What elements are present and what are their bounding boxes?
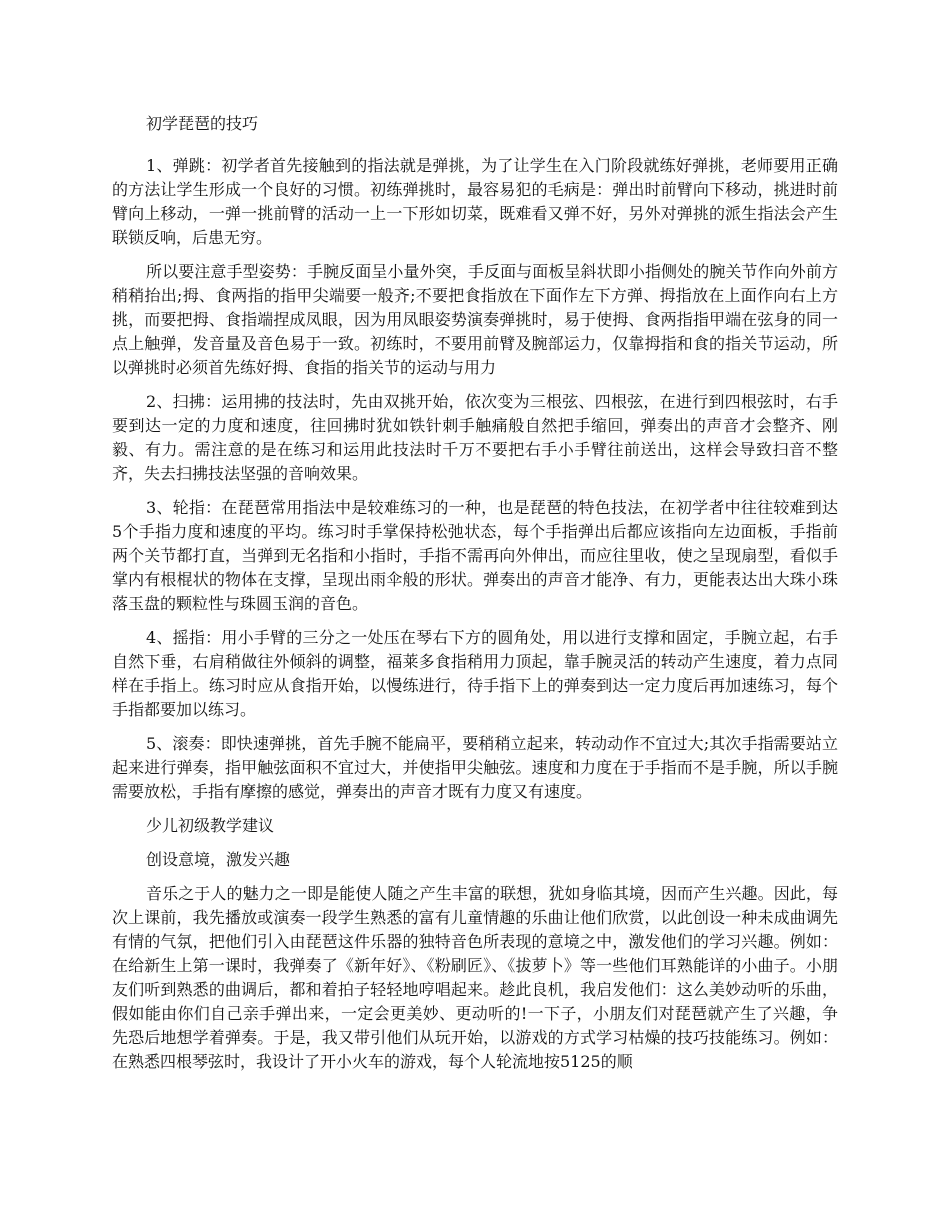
- paragraph-music-charm: 音乐之于人的魅力之一即是能使人随之产生丰富的联想，犹如身临其境，因而产生兴趣。因此，每次上课前，我先播放或演奏一段学生熟悉的富有儿童情趣的乐曲让他们欣赏，以此创设一种未成曲调先有情的气氛，把他们引入由琵琶这件乐器的独特音色所表现的意境之中，激发他们的学习兴趣。例如：在给新生上第一课时，我弹奏了《新年好》、《粉刷匠》、《拔萝卜》等一些他们耳熟能详的小曲子。小朋友们听到熟悉的曲调后，都和着拍子轻轻地哼唱起来。趁此良机，我启发他们：这么美妙动听的乐曲，假如能由你们自己亲手弹出来，一定会更美妙、更动听的!一下子，小朋友们对琵琶就产生了兴趣，争先恐后地想学着弹奏。于是，我又带引他们从玩开始，以游戏的方式学习枯燥的技巧技能练习。例如：在熟悉四根琴弦时，我设计了开小火车的游戏，每个人轮流地按5125的顺: [112, 884, 838, 1071]
- paragraph-sweeping: 2、扫拂：运用拂的技法时，先由双挑开始，依次变为三根弦、四根弦，在进行到四根弦时，右手要到达一定的力度和速度，往回拂时犹如铁针刺手触痛般自然把手缩回，弹奏出的声音才会整齐、刚毅、有力。需注意的是在练习和运用此技法时千万不要把右手小手臂往前送出，这样会导致扫音不整齐，失去扫拂技法坚强的音响效果。: [112, 392, 838, 483]
- section-heading-children-teaching: 少儿初级教学建议: [146, 816, 275, 835]
- paragraph-tremolo: 5、滚奏：即快速弹挑，首先手腕不能扁平，要稍稍立起来，转动动作不宜过大;其次手指需要站立起来进行弹奏，指甲触弦面积不宜过大，并使指甲尖触弦。速度和力度在于手指而不是手腕，所以手腕需要放松，手指有摩擦的感觉，弹奏出的声音才既有力度又有速度。: [112, 734, 838, 801]
- paragraph-plucking: 1、弹跳：初学者首先接触到的指法就是弹挑，为了让学生在入门阶段就练好弹挑，老师要用正确的方法让学生形成一个良好的习惯。初练弹挑时，最容易犯的毛病是：弹出时前臂向下移动，挑进时前臂向上移动，一弹一挑前臂的活动一上一下形如切菜，既难看又弹不好，另外对弹挑的派生指法会产生联锁反响，后患无穷。: [112, 156, 838, 247]
- document-page: [112, 112, 838, 1084]
- paragraph-shaking-finger: 4、摇指：用小手臂的三分之一处压在琴右下方的圆角处，用以进行支撑和固定，手腕立起，右手自然下垂，右肩稍做往外倾斜的调整，福莱多食指稍用力顶起，靠手腕灵活的转动产生速度，着力点同样在手指上。练习时应从食指开始，以慢练进行，待手指下上的弹奏到达一定力度后再加速练习，每个手指都要加以练习。: [112, 628, 838, 719]
- section-heading-create-mood: 创设意境，激发兴趣: [146, 850, 291, 869]
- paragraph-rolling-finger: 3、轮指：在琵琶常用指法中是较难练习的一种，也是琵琶的特色技法，在初学者中往往较难到达5个手指力度和速度的平均。练习时手掌保持松弛状态，每个手指弹出后都应该指向左边面板，手指前两个关节都打直，当弹到无名指和小指时，手指不需再向外伸出，而应往里收，使之呈现扇型，看似手掌内有根棍状的物体在支撑，呈现出雨伞般的形状。弹奏出的声音才能净、有力，更能表达出大珠小珠落玉盘的颗粒性与珠圆玉润的音色。: [112, 498, 838, 613]
- document-title: 初学琵琶的技巧: [146, 114, 259, 133]
- paragraph-hand-posture: 所以要注意手型姿势：手腕反面呈小量外突，手反面与面板呈斜状即小指侧处的腕关节作向外前方稍稍抬出;拇、食两指的指甲尖端要一般齐;不要把食指放在下面作左下方弹、拇指放在上面作向右上方挑，而要把拇、食指端捏成凤眼，因为用凤眼姿势演奏弹挑时，易于使拇、食两指指甲端在弦身的同一点上触弹，发音量及音色易于一致。初练时，不要用前臂及腕部运力，仅靠拇指和食的指关节运动，所以弹挑时必须首先练好拇、食指的指关节的运动与用力: [112, 262, 838, 377]
